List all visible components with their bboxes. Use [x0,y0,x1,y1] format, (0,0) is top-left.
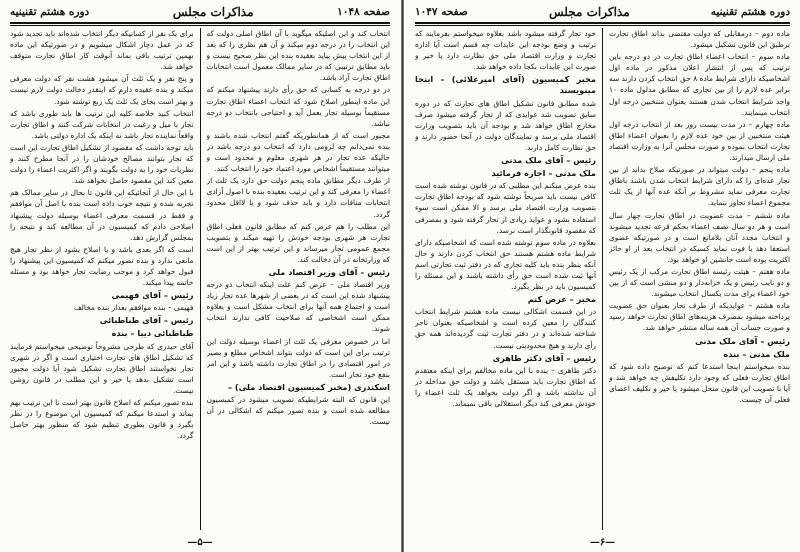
paragraph: ماده ششم – مدت عضویت در اطاق تجارت چهار سال است و هر دو سال نصف اعضاء بحکم قرعه تجدید میشوند و انتخاب مجدد آنان بلامانع است و در صورتیکه عضوی استعفا دهد یا فوت نماید کسیکه در انتخاب بعد از او حائز اکثریت بوده است جانشین او خواهد بود. [609,210,790,264]
paragraph: انتخاب کنید خلاصه کلیه این ترتیب ها باید طوری باشد که تجار با میل و رغبت در انتخابات شرکت کنند و اطاق تجارت واقعاً نماینده تجار باشد نه اینکه یک اداره دولتی باشد. [10,108,194,140]
page-number-label: صفحه ۱۰۴۷ [415,6,468,18]
speaker-line: رئیس – آقای طباطبائی [99,315,194,326]
speaker-line: مخبر کمیسیون (آقای امیرعلائی) – اینجا مینویسند [415,74,596,96]
paragraph: مجبور است که از همانطوریکه گفتم انتخاب شده باشند و بنده نمی‌دانم چه لزومی دارد که انتخاب دو درجه باشد در حالیکه عده تجار در هر شهری معلوم و محدود است و میتوانند مستقیماً اشخاص مورد اعتماد خود را انتخاب کنند. [206,130,390,174]
paragraph: ماده دوم – درمقابلی که دولت مقتضی بداند اطاق تجارت برطبق این قانون تشکیل میشود. [609,29,790,50]
paragraph: ماده هفتم – هیئت رئیسه اطاق تجارت مرکب از یک رئیس و دو نایب رئیس و یک خزانه‌دار و دو منشی است که از بین خود اعضاء برای مدت یکسال انتخاب میشوند. [609,266,790,299]
text-columns [10,28,390,530]
paragraph: در دو درجه به کسانی که حق رأی دارند پیشنهاد میکنم که این ماده اینطور اصلاح شود که انتخاب اعضاء اطاق تجارت مستقیماً بوسیله تجار بعمل آید و احتیاجی بانتخاب دو درجه نباشد. [206,85,390,128]
page-title: مذاکرات مجلس [172,5,254,19]
paragraph: وزیر اقتصاد ملی – عرض کنم علت اینکه انتخاب دو درجه پیشنهاد شده این است که در بعضی از شهرها عده تجار زیاد است و اجتماع همه آنها برای انتخاب مشکل است و بعلاوه ممکن است اشخاصی که صلاحیت کافی ندارند انتخاب شوند. [206,280,390,334]
paragraph: ماده پنجم – دولت میتواند در صورتیکه صلاح بداند از بین تجار عده‌ای را که دارای شرایط انتخاب شدن باشند باطاق تجارت معرفی نماید مشروط بر آنکه عده آنها از یک ثلث مجموع اعضاء تجاوز ننماید. [609,165,790,208]
page-header [415,3,790,21]
paragraph: با این حال از آنجائیکه این قانون تا بحال در سایر ممالک هم تجربه شده و نتیجه خوب داده است بنده با اصل آن موافقم و فقط در قسمت معرفی اعضاء بوسیله دولت پیشنهاد اصلاحی دادم که کمیسیون در آن مطالعه کند و نتیجه را بمجلس گزارش دهد. [10,188,194,242]
book-gutter [401,0,404,552]
speaker-line: رئیس – آقای ملک مدنی [695,335,790,346]
speaker-line: طباطبائی دیبا – بنده [111,328,194,339]
legislative-period: دوره هشتم تقنينيه [10,6,90,18]
paragraph: ماده چهارم – در مدت بیست روز بعد از انتخاب درجه اول هیئت منتخبین از بین خود عده لازم را بعنوان اعضاء اطاق تجارت انتخاب نموده و صورت مجلس آنرا به وزارت اقتصاد ملی ارسال میدارند. [609,119,790,163]
text-column-right [609,28,790,530]
paragraph: آقای حیدری که طرحی مشروحاً توضیحی میخواستم فرمایند که تشکیل اطاق های تجارت اختیاری است و اگر در شهری تجار نخواستند اطاق تجارت تشکیل شود آیا دولت مجبور است تشکیل بدهد یا خیر و این مطلب در قانون روشن نیست. [10,341,194,395]
speaker-line: رئیس – آقای وزیر اقتصاد ملی [268,266,390,277]
paragraph: بعلاوه در ماده سوم نوشته شده است که اشخاصیکه دارای شرایط ماده هشتم هستند حق انتخاب کردن دارند و حال آنکه بنظر بنده باید کلیه تجاری که در دفتر ثبت تجارتی اسم آنها ثبت شده است حق رأی داشته باشند و این مسئله را کمیسیون باید در نظر بگیرد. [415,237,596,292]
text-column-left [415,28,596,530]
paragraph: این مطلب را هم عرض کنم که مطابق قانون فعلی اطاق تجارت هر شهری بودجه خودش را تهیه میکند و بتصویب مجمع عمومی تجار میرساند و این ترتیب بهتر از این است که وزارتخانه در آن دخالت کند. [206,221,390,264]
column-divider [200,28,201,530]
paragraph: باید توجه داشت که مقصود از تشکیل اطاق تجارت این است که تجار بتوانند مصالح خودشان را در آنجا مطرح کنند و نظریات خود را به دولت بگویند و اگر اکثریت اعضاء را دولت معین کند این مقصود حاصل نخواهد شد. [10,142,194,186]
column-divider [602,28,603,530]
header-rule [10,22,390,26]
paragraph: اما در خصوص معرفی یک ثلث از اعضاء بوسیله دولت این ترتیب برای این است که دولت بتواند اشخاص مطلع و بصیر در امور اقتصادی را در اطاق تجارت داشته باشد و این امر بنفع خود تجار است. [206,336,390,379]
paragraph: و پنج نفر و یک ثلث آن میشود هشت نفر که دولت معرفی میکند و بنده عقیده دارم که اینقدر دخالت دولت لازم نیست و بهتر است بجای یک ثلث یک ربع نوشته شود. [10,74,194,106]
paragraph: فهیمی – بنده موافقم بعداز بنده مخالف [74,303,194,313]
paragraph: ماده سوم – انتخاب اعضاء اطاق تجارت در دو درجه باین ترتیب که پس از انتشار اعلان مذکور در ماده اول اشخاصیکه دارای شرایط ماده ۸ حق انتخاب کردن دارند سه برابر عده لازم را از بین تجاری که مطابق مدلول ماده ۱۰ واجد شرایط انتخاب شدن هستند بعنوان منتخبین درجه اول انتخاب مینمایند. [609,52,790,117]
speaker-line: ملک مدنی – بنده [723,348,790,359]
paragraph: در این قسمت اشکالی نیست ماده هشتم شرایط انتخاب کنندگان را معین کرده است و اشخاصیکه بعنوان تاجر شناخته شده‌اند و در دفتر تجارت ثبت گردیده‌اند همه حق رأی دارند و هیچ محدودیتی نیست. [415,307,596,350]
paragraph: بنده عرض میکنم این مطلبی که در قانون نوشته شده است کافی نیست باید صریحاً نوشته شود که بودجه اطاق تجارت بتصویب وزارت اقتصاد ملی برسد و الا ممکن است سوء استفاده بشود و عواید زیادی از تجار گرفته شود و بمصرفی که مقصود قانونگذار است نرسد. [415,181,596,235]
header-rule [415,22,790,26]
page-title: مذاکرات مجلس [548,5,630,19]
page-1047 [405,0,800,552]
text-column-right [207,28,391,530]
page-number-label: صفحه ۱۰۴۸ [337,6,390,18]
paragraph: بنده تصور میکنم که اصلاح قانون بهتر است تا این ترتیب بهم بماند و استدعا میکنم که کمیسیون این موضوع را در نظر بگیرد و قانون بطوری تنظیم شود که منظور بهتر حاصل گردد. [10,398,194,441]
paragraph: خود تجار گرفته میشود باشد بعلاوه میخواستم بفرمایند که ترتیب و وضع بودجه این عایدات چه قسم است آیا اداره تجارت و وزارت اقتصاد ملی حق نظارت دارد یا خیر و صورت این عایدات بکجا داده خواهد شد. [415,29,596,72]
paragraph: شده مطابق قانون تشکیل اطاق های تجارت که در دوره سابق تصویب شد عوایدی که از تجار گرفته میشود صرف مخارج اطاق خواهد شد و بودجه آن باید بتصویب وزارت اقتصاد ملی برسد و نمایندگان دولت در آنجا حضور دارند و حق نظارت کامل دارند. [415,98,596,152]
page-footer-number: —۶— [589,537,616,548]
text-column-left [10,28,194,530]
paragraph: بنده میخواستم اینجا استدعا کنم که توضیح داده شود که اطاق تجارت فعلی که وجود دارد تکلیفش چه خواهد شد و آیا با تصویب این قانون منحل میشود یا خیر و تکلیف اعضای فعلی آن چیست. [609,361,790,404]
speaker-line: رئیس – آقای فهیمی [111,290,194,301]
speaker-line: مخبر – عرض کنم [527,294,596,305]
paragraph: ماده هشتم – عوایدیکه از طرف تجار بعنوان حق عضویت پرداخته میشود بمصرف هزینه‌های اطاق تجارت خواهد رسید و صورت حساب آن همه ساله منتشر خواهد شد. [609,301,790,333]
speaker-line: ملک مدنی – اجازه فرمائید [491,168,596,179]
speaker-line: رئیس – آقای دکتر طاهری [492,352,596,363]
paragraph: این قانون که البته شرایطیکه تصویب میشود در کمیسیون مطالعه شده است و بنده تصور میکنم که اشکالی در آن نیست. [206,395,390,427]
page-header [10,3,390,21]
paragraph: است که اگر بعدی باشد و یا اصلاح بشود از نظر تجار هیچ مانعی ندارد و بنده تصور میکنم که کمیسیون این پیشنهاد را قبول خواهد کرد و موجب رضایت تجار خواهد بود و مسئله خاتمه پیدا میکند. [10,244,194,288]
speaker-line: رئیس – آقای ملک مدنی [501,155,596,166]
legislative-period: دوره هشتم تقنينيه [710,6,790,18]
paragraph: از طرف دیگر مطابق ماده پنجم دولت حق دارد یک ثلث از اعضاء را معرفی کند و این ترتیب بعقیده بنده با اصول آزادی انتخابات منافات دارد و باید حذف شود و یا لااقل محدود گردد. [206,176,390,219]
paragraph: انتخاب کند و این اصلیکه میگوید با آن اطاق اصلی دولت که این انتخاب را در درجه دوم میکند و آن هم نظری را که بعد از این انتخاب پیش بیاید بعقیده بنده این نظر صحیح نیست و باید مطابق ترتیبی که در سایر ممالک معمول است انتخابات اطاق تجارت آزاد باشد. [206,29,390,83]
paragraph: دکتر طاهری – بنده با این ماده مخالفم برای اینکه معتقدم که اطاق تجارت باید مستقل باشد و دولت حق مداخله در آن نداشته باشد و اگر دولت بخواهد یک ثلث اعضاء را خودش معرفی کند دیگر استقلالی باقی نمیماند. [415,365,596,408]
paragraph: برای یک نفر از کسانیکه دیگر انتخاب شده‌اند باید تجدید شود که در عمل دچار اشکال میشویم و در صورتیکه این ماده بهمین ترتیب باقی بماند آنوقت کار اطاق تجارت متوقف خواهد شد. [10,29,194,72]
text-columns [415,28,790,530]
page-footer-number: —۵— [187,537,213,548]
speaker-line: اسکندری (مخبر کمیسیون اقتصاد ملی) – [227,381,390,392]
